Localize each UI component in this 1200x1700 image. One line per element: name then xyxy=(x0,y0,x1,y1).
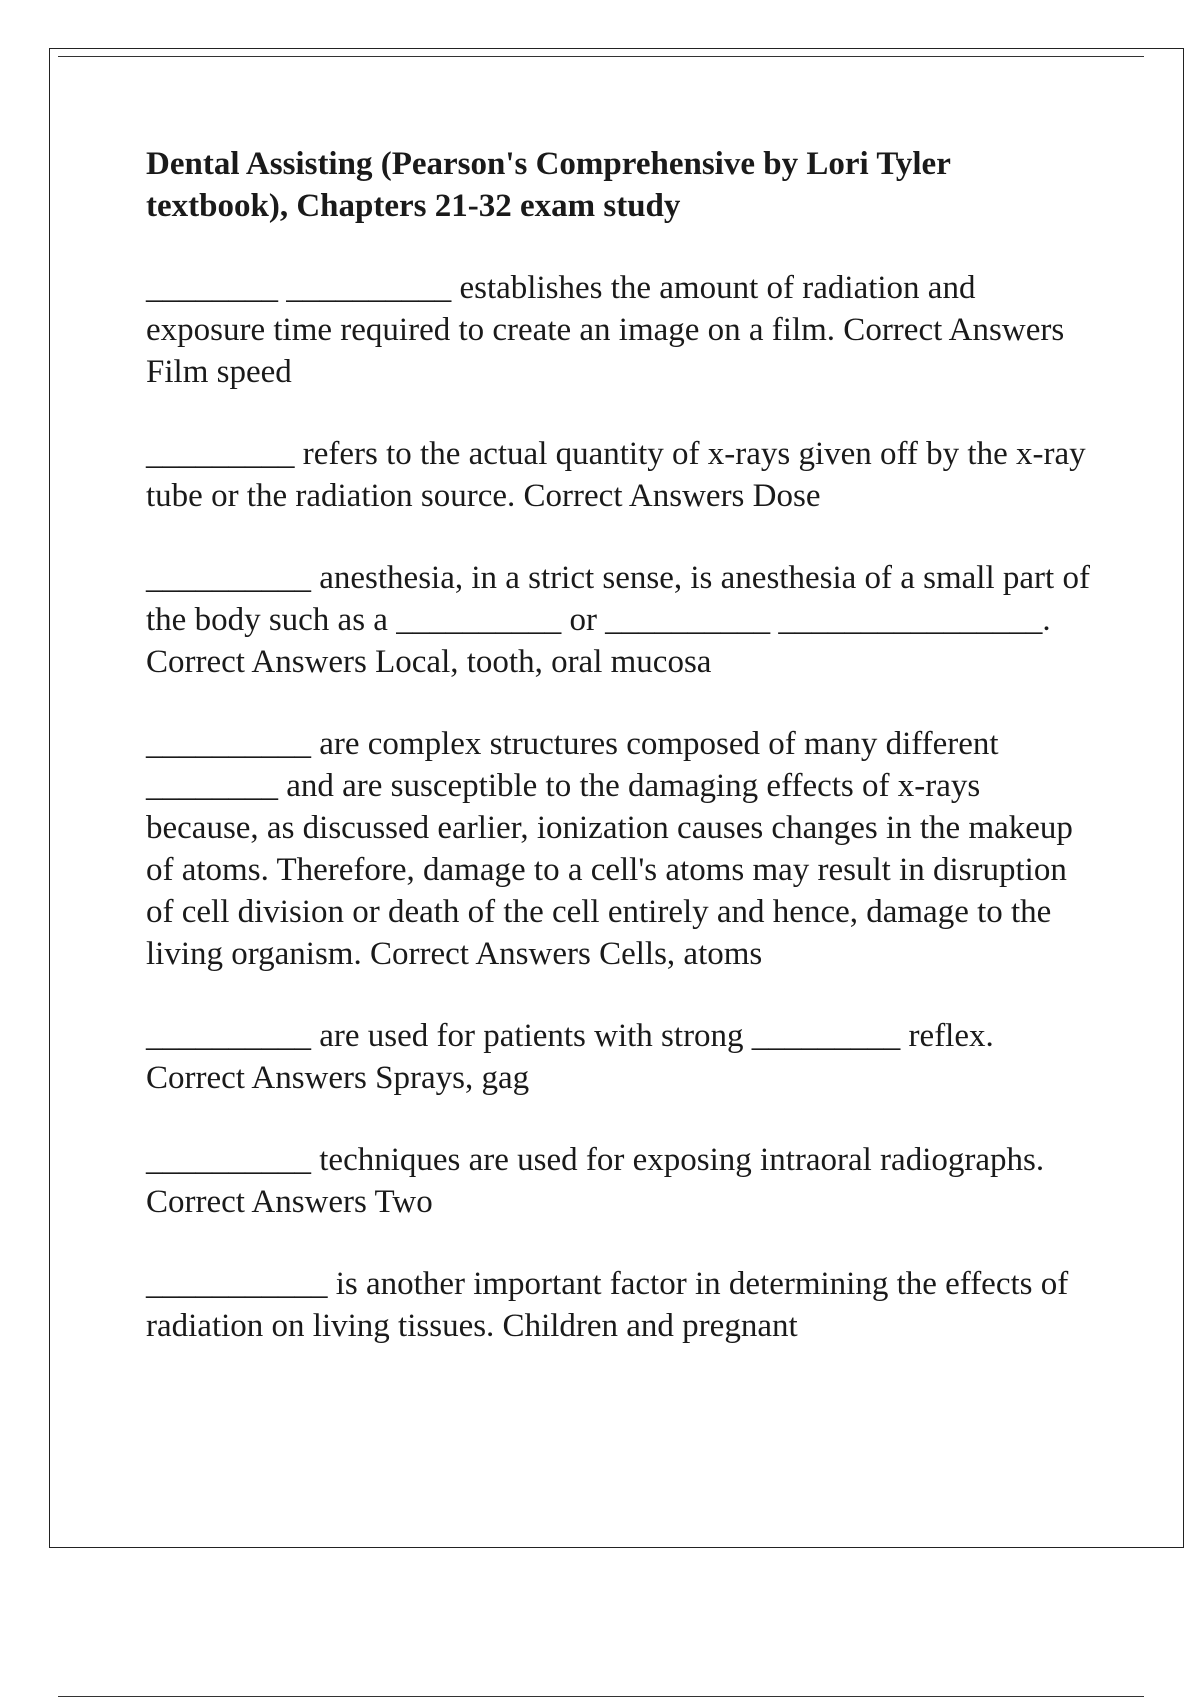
bottom-rule xyxy=(58,1696,1144,1697)
document-title: Dental Assisting (Pearson's Comprehensive by Lori Tyler textbook), Chapters 21-32 exam study xyxy=(146,146,951,224)
question-dose: _________ refers to the actual quantity of x-rays given off by the x-ray tube or the radiation source. Correct Answers Dose xyxy=(146,436,1086,514)
question-sprays-gag: __________ are used for patients with strong _________ reflex. Correct Answers Sprays, gag xyxy=(146,1018,994,1096)
question-film-speed: ________ __________ establishes the amount of radiation and exposure time required to create an image on a film. Correct Answers Film speed xyxy=(146,270,1065,390)
question-techniques: __________ techniques are used for exposing intraoral radiographs. Correct Answers Two xyxy=(146,1142,1045,1220)
question-local-anesthesia: __________ anesthesia, in a strict sense, is anesthesia of a small part of the body such as a __________ or __________ ________________. Correct Answers Local, tooth, oral mucosa xyxy=(146,560,1090,680)
question-radiation-factor: ___________ is another important factor in determining the effects of radiation on living tissues. Children and pregnant xyxy=(146,1266,1069,1344)
question-cells-atoms: __________ are complex structures composed of many different ________ and are susceptible to the damaging effects of x-rays because, as discussed earlier, ionization causes changes in the makeup of atoms. Therefore, damage to a cell's atoms may result in disruption of cell division or death of the cell entirely and hence, damage to the living organism. Correct Answers Cells, atoms xyxy=(146,726,1073,972)
document-body xyxy=(146,143,1096,1387)
